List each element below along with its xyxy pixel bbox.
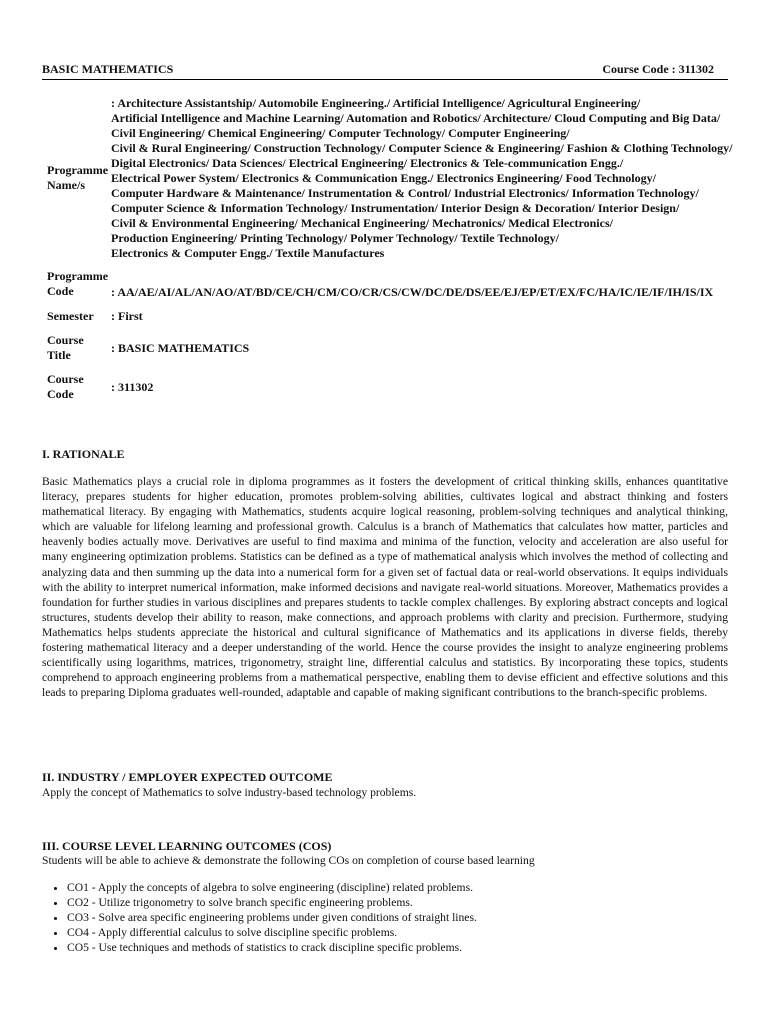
section-title-cos: III. COURSE LEVEL LEARNING OUTCOMES (COS) <box>42 839 332 853</box>
header-course-code: Course Code : 311302 <box>602 62 714 76</box>
cos-list <box>52 880 477 955</box>
label-line: Programme <box>47 163 109 177</box>
programme-line: Computer Hardware & Maintenance/ Instrumentation & Control/ Industrial Electronics/ Information Technology/ <box>111 186 699 200</box>
programme-line: Electrical Power System/ Electronics & Communication Engg./ Electronics Engineering/ Food Technology/ <box>111 171 656 185</box>
programme-line: Electronics & Computer Engg./ Textile Manufactures <box>111 246 385 260</box>
list-item: • CO1 - Apply the concepts of algebra to solve engineering (discipline) related problems. <box>67 880 477 895</box>
label-line: Course <box>47 333 84 347</box>
header-course-name: BASIC MATHEMATICS <box>42 62 174 76</box>
cos-intro-text: Students will be able to achieve & demonstrate the following COs on completion of course based learning <box>42 854 535 867</box>
programme-line: Civil Engineering/ Chemical Engineering/ Computer Technology/ Computer Engineering/ <box>111 126 570 140</box>
programme-line: Digital Electronics/ Data Sciences/ Electrical Engineering/ Electronics & Tele-communication Engg./ <box>111 156 624 170</box>
label-line: Code <box>47 284 74 298</box>
rationale-paragraph: Basic Mathematics plays a crucial role in diploma programmes as it fosters the development of critical thinking skills, enhances quantitative literacy, prepares students for higher education, promotes problem-solving abilities, cultivates logical and abstract thinking and fosters mathematical literacy. By engaging with Mathematics, students acquire logical reasoning, problem-solving techniques and analytical thinking, which are valuable for lifelong learning and professional growth. Calculus is a branch of Mathematics that calculates how matter, particles and heavenly bodies actually move. Derivatives are useful to find maxima and minima of the function, velocity and acceleration are also useful for many engineering optimization problems. Statistics can be defined as a type of mathematical analysis which involves the method of collecting and analyzing data and then summing up the data into a numerical form for a given set of factual data or real-world observations. It equips individuals with the ability to interpret numerical information, make informed decisions and navigate real-world situations. Moreover, Mathematics provides a foundation for further studies in various disciplines and prepares students to tackle complex challenges. By exploring abstract concepts and logical structures, students develop their ability to reason, make connections, and approach problems with clarity and precision. Furthermore, studying Mathematics helps students appreciate the historical and cultural significance of Mathematics and its applications in diverse fields, thereby fostering mathematical literacy and a deeper understanding of the world. Hence the course provides the insight to analyze engineering problems scientifically using logarithms, matrices, trigonometry, straight line, differential calculus and statistics. By incorporating these topics, students comprehend to approach engineering problems from a mathematical perspective, enabling them to devise efficient and effective solutions and this leads to preparing Diploma graduates well-rounded, adaptable and capable of making significant contributions to the branch-specific problems. <box>42 475 728 700</box>
course-code-label <box>47 372 84 402</box>
course-code-value: : 311302 <box>111 380 154 394</box>
section-title-rationale: I. RATIONALE <box>42 447 125 461</box>
industry-outcome-text: Apply the concept of Mathematics to solve industry-based technology problems. <box>42 786 417 799</box>
list-item: • CO4 - Apply differential calculus to solve discipline specific problems. <box>67 925 477 940</box>
semester-value: : First <box>111 309 143 323</box>
semester-label: Semester <box>47 309 94 323</box>
list-item: • CO5 - Use techniques and methods of statistics to crack discipline specific problems. <box>67 940 477 955</box>
course-title-value: : BASIC MATHEMATICS <box>111 341 250 355</box>
list-item: • CO2 - Utilize trigonometry to solve branch specific engineering problems. <box>67 895 477 910</box>
label-line: Title <box>47 348 71 362</box>
section-title-industry: II. INDUSTRY / EMPLOYER EXPECTED OUTCOME <box>42 770 333 784</box>
programme-code-value: : AA/AE/AI/AL/AN/AO/AT/BD/CE/CH/CM/CO/CR/CS/CW/DC/DE/DS/EE/EJ/EP/ET/EX/FC/HA/IC/IE/IF/IH/IS/IX <box>111 285 714 299</box>
programme-line: Civil & Environmental Engineering/ Mechanical Engineering/ Mechatronics/ Medical Electronics/ <box>111 216 613 230</box>
programme-names-label <box>47 163 108 193</box>
label-line: Name/s <box>47 178 85 192</box>
list-item: • CO3 - Solve area specific engineering problems under given conditions of straight lines. <box>67 910 477 925</box>
programme-line: : Architecture Assistantship/ Automobile Engineering./ Artificial Intelligence/ Agricultural Engineering/ <box>111 96 641 110</box>
programme-line: Civil & Rural Engineering/ Construction Technology/ Computer Science & Engineering/ Fashion & Clothing Technology/ <box>111 141 733 155</box>
page-header <box>42 61 728 80</box>
course-title-label <box>47 333 84 363</box>
programme-code-label <box>47 269 108 299</box>
programme-names-value <box>111 96 733 261</box>
label-line: Programme <box>47 269 109 283</box>
programme-line: Artificial Intelligence and Machine Learning/ Automation and Robotics/ Architecture/ Cloud Computing and Big Data/ <box>111 111 721 125</box>
programme-line: Production Engineering/ Printing Technology/ Polymer Technology/ Textile Technology/ <box>111 231 559 245</box>
label-line: Code <box>47 387 74 401</box>
programme-line: Computer Science & Information Technology/ Instrumentation/ Interior Design & Decoration/ Interior Design/ <box>111 201 680 215</box>
label-line: Course <box>47 372 84 386</box>
